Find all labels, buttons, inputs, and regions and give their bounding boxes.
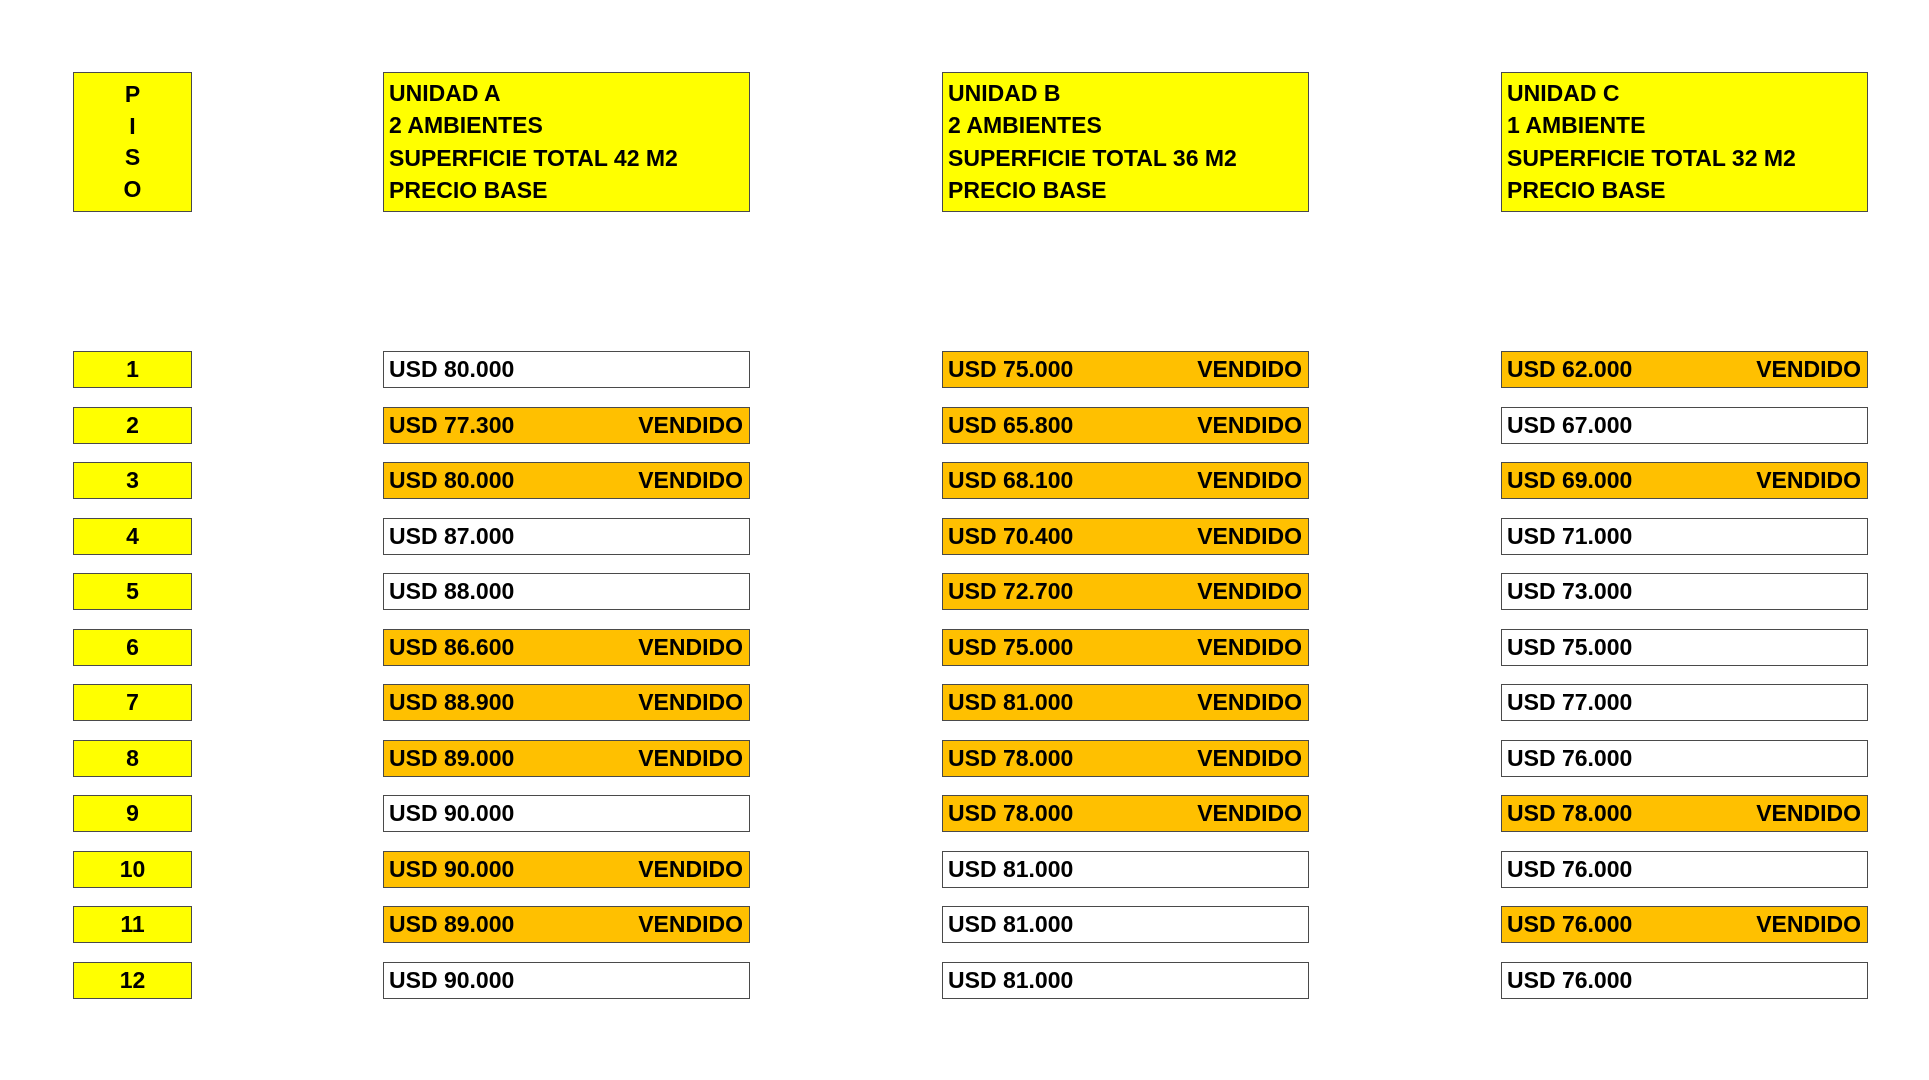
price-cell-unit-a [383,629,750,666]
price-value: USD 81.000 [948,967,1074,993]
price-value: USD 67.000 [1507,412,1633,438]
piso-header [73,72,192,212]
price-value: USD 78.000 [948,800,1074,826]
price-value: USD 75.000 [948,356,1074,382]
floor-number: 11 [73,906,192,943]
price-cell-unit-c [1501,684,1868,721]
price-cell-unit-c [1501,740,1868,777]
unit-area: SUPERFICIE TOTAL 42 M2 [389,144,678,171]
price-value: USD 70.400 [948,523,1074,549]
floor-number: 7 [73,684,192,721]
unit-rooms: 1 AMBIENTE [1507,112,1646,139]
floor-number: 8 [73,740,192,777]
unit-price-label: PRECIO BASE [948,177,1107,204]
price-cell-unit-a [383,351,750,388]
price-cell-unit-c [1501,962,1868,999]
price-value: USD 80.000 [389,356,515,382]
sold-label: VENDIDO [1197,745,1302,771]
floor-number: 3 [73,462,192,499]
price-value: USD 88.900 [389,689,515,715]
price-cell-unit-c [1501,906,1868,943]
floor-number: 6 [73,629,192,666]
sold-label: VENDIDO [1197,412,1302,438]
piso-letter: S [124,144,141,171]
sold-label: VENDIDO [1197,578,1302,604]
price-cell-unit-b [942,795,1309,832]
sold-label: VENDIDO [638,856,743,882]
price-cell-unit-c [1501,462,1868,499]
price-value: USD 76.000 [1507,745,1633,771]
sold-label: VENDIDO [1197,689,1302,715]
floor-number: 5 [73,573,192,610]
floor-number: 4 [73,518,192,555]
price-value: USD 81.000 [948,911,1074,937]
unit-rooms: 2 AMBIENTES [389,112,543,139]
price-value: USD 75.000 [948,634,1074,660]
price-value: USD 89.000 [389,745,515,771]
price-cell-unit-b [942,684,1309,721]
price-cell-unit-c [1501,573,1868,610]
price-value: USD 75.000 [1507,634,1633,660]
price-cell-unit-a [383,573,750,610]
price-value: USD 76.000 [1507,856,1633,882]
sold-label: VENDIDO [1197,523,1302,549]
price-cell-unit-a [383,740,750,777]
price-value: USD 81.000 [948,689,1074,715]
price-cell-unit-b [942,573,1309,610]
price-cell-unit-b [942,462,1309,499]
unit-header-a [383,72,750,212]
price-cell-unit-a [383,795,750,832]
price-cell-unit-b [942,407,1309,444]
sold-label: VENDIDO [1197,800,1302,826]
price-cell-unit-a [383,851,750,888]
price-cell-unit-b [942,962,1309,999]
price-value: USD 81.000 [948,856,1074,882]
price-cell-unit-a [383,407,750,444]
unit-price-label: PRECIO BASE [389,177,548,204]
sold-label: VENDIDO [1197,634,1302,660]
price-cell-unit-a [383,906,750,943]
floor-number: 12 [73,962,192,999]
unit-name: UNIDAD B [948,79,1061,106]
sold-label: VENDIDO [638,689,743,715]
price-cell-unit-c [1501,795,1868,832]
price-cell-unit-b [942,629,1309,666]
price-cell-unit-b [942,740,1309,777]
sold-label: VENDIDO [1197,356,1302,382]
sold-label: VENDIDO [638,412,743,438]
sold-label: VENDIDO [1756,356,1861,382]
price-cell-unit-b [942,851,1309,888]
price-cell-unit-c [1501,351,1868,388]
price-value: USD 76.000 [1507,967,1633,993]
price-value: USD 88.000 [389,578,515,604]
sold-label: VENDIDO [638,911,743,937]
piso-letter: O [123,175,142,202]
price-value: USD 62.000 [1507,356,1633,382]
price-cell-unit-b [942,906,1309,943]
unit-header-c [1501,72,1868,212]
price-value: USD 68.100 [948,467,1074,493]
floor-number: 9 [73,795,192,832]
unit-area: SUPERFICIE TOTAL 36 M2 [948,144,1237,171]
floor-number: 1 [73,351,192,388]
unit-header-b [942,72,1309,212]
price-value: USD 77.000 [1507,689,1633,715]
price-cell-unit-a [383,518,750,555]
sold-label: VENDIDO [638,745,743,771]
price-cell-unit-b [942,351,1309,388]
sold-label: VENDIDO [1197,467,1302,493]
price-cell-unit-a [383,962,750,999]
price-value: USD 72.700 [948,578,1074,604]
price-cell-unit-c [1501,851,1868,888]
unit-price-label: PRECIO BASE [1507,177,1666,204]
price-cell-unit-b [942,518,1309,555]
price-cell-unit-c [1501,407,1868,444]
unit-name: UNIDAD A [389,79,501,106]
price-cell-unit-c [1501,518,1868,555]
sold-label: VENDIDO [638,634,743,660]
piso-letter: P [124,81,141,108]
price-cell-unit-c [1501,629,1868,666]
price-value: USD 65.800 [948,412,1074,438]
unit-rooms: 2 AMBIENTES [948,112,1102,139]
price-value: USD 71.000 [1507,523,1633,549]
price-value: USD 90.000 [389,800,515,826]
price-value: USD 86.600 [389,634,515,660]
price-value: USD 77.300 [389,412,515,438]
price-value: USD 73.000 [1507,578,1633,604]
price-cell-unit-a [383,462,750,499]
price-value: USD 90.000 [389,967,515,993]
sold-label: VENDIDO [638,467,743,493]
price-value: USD 69.000 [1507,467,1633,493]
floor-number: 10 [73,851,192,888]
unit-name: UNIDAD C [1507,79,1620,106]
sold-label: VENDIDO [1756,467,1861,493]
sold-label: VENDIDO [1756,911,1861,937]
sold-label: VENDIDO [1756,800,1861,826]
price-value: USD 80.000 [389,467,515,493]
price-value: USD 89.000 [389,911,515,937]
price-value: USD 78.000 [1507,800,1633,826]
unit-area: SUPERFICIE TOTAL 32 M2 [1507,144,1796,171]
price-value: USD 78.000 [948,745,1074,771]
price-value: USD 76.000 [1507,911,1633,937]
piso-letter: I [129,112,136,139]
price-value: USD 87.000 [389,523,515,549]
price-cell-unit-a [383,684,750,721]
floor-number: 2 [73,407,192,444]
price-value: USD 90.000 [389,856,515,882]
